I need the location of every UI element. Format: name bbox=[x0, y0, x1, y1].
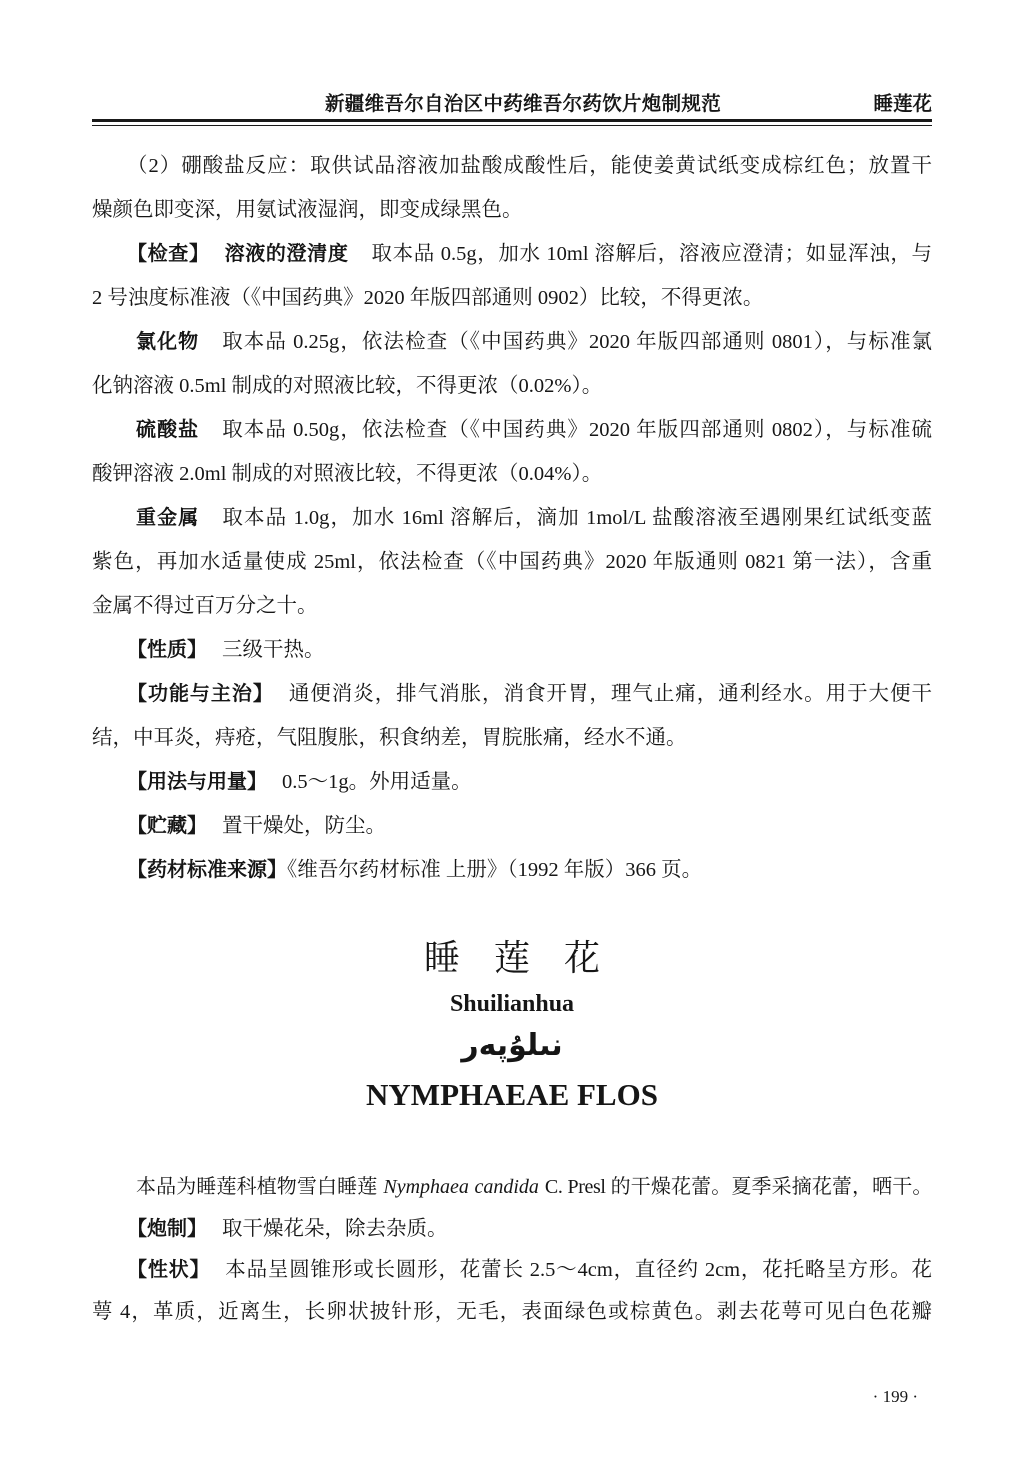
functions-line-2: 结，中耳炎，痔疮，气阻腹胀，积食纳差，胃脘胀痛，经水不通。 bbox=[92, 727, 687, 749]
description-heading: 【性状】 bbox=[127, 1259, 211, 1281]
chloride-line-2: 化钠溶液 0.5ml 制成的对照液比较，不得更浓（0.02%）。 bbox=[92, 375, 603, 397]
heavy-metal-text: 取本品 1.0g，加水 16ml 溶解后，滴加 1mol/L 盐酸溶液至遇刚果红试纸变蓝 bbox=[222, 507, 932, 529]
heavy-metal-line-2: 紫色，再加水适量使成 25ml，依法检查（《中国药典》2020 年版通则 0821 第一法），含重 bbox=[92, 551, 932, 573]
processing-text: 取干燥花朵，除去杂质。 bbox=[222, 1217, 448, 1240]
origin-text-before: 本品为睡莲科植物雪白睡莲 bbox=[136, 1176, 378, 1198]
species-name: Nymphaea candida bbox=[383, 1176, 539, 1198]
usage-heading: 【用法与用量】 bbox=[127, 771, 267, 793]
chloride-text: 取本品 0.25g，依法检查（《中国药典》2020 年版四部通则 0801），与标准氯 bbox=[222, 331, 932, 353]
functions-text: 通便消炎，排气消胀，消食开胃，理气止痛，通利经水。用于大便干 bbox=[288, 683, 932, 705]
clarity-term: 溶液的澄清度 bbox=[224, 243, 349, 265]
inspection-clarity-line-2: 2 号浊度标准液（《中国药典》2020 年版四部通则 0902）比较，不得更浓。 bbox=[92, 287, 764, 309]
heavy-metal-line-1 bbox=[92, 496, 932, 540]
chloride-term: 氯化物 bbox=[136, 331, 200, 353]
entry-title-latin: NYMPHAEAE FLOS bbox=[366, 1077, 658, 1112]
running-head-title: 新疆维吾尔自治区中药维吾尔药饮片炮制规范 bbox=[325, 93, 722, 115]
storage-text: 置干燥处，防尘。 bbox=[222, 815, 386, 837]
functions-line-1 bbox=[92, 672, 932, 716]
usage-text: 0.5～1g。外用适量。 bbox=[282, 771, 472, 793]
heavy-metal-line-3: 金属不得过百万分之十。 bbox=[92, 595, 318, 617]
inspection-clarity-line-1 bbox=[92, 232, 932, 276]
description-text: 本品呈圆锥形或长圆形，花蕾长 2.5～4cm，直径约 2cm，花托略呈方形。花 bbox=[225, 1259, 932, 1281]
storage-line bbox=[92, 804, 932, 848]
storage-heading: 【贮藏】 bbox=[127, 815, 207, 837]
entry-title-uyghur: نىلۇپەر bbox=[461, 1028, 563, 1063]
chloride-line-1 bbox=[92, 320, 932, 364]
sulfate-term: 硫酸盐 bbox=[136, 419, 200, 441]
sulfate-line-1 bbox=[92, 408, 932, 452]
entry-body-text bbox=[92, 1167, 932, 1333]
borate-reaction-line-2: 燥颜色即变深，用氨试液湿润，即变成绿黑色。 bbox=[92, 199, 523, 221]
clarity-text: 取本品 0.5g，加水 10ml 溶解后，溶液应澄清；如显浑浊，与 bbox=[371, 243, 932, 265]
standard-source-heading: 【药材标准来源】 bbox=[127, 859, 287, 881]
header-rule-thick bbox=[92, 119, 932, 122]
nature-heading: 【性质】 bbox=[127, 639, 207, 661]
running-head-entry: 睡莲花 bbox=[873, 93, 932, 115]
nature-text: 三级干热。 bbox=[222, 639, 325, 661]
page-number: · 199 · bbox=[872, 1387, 918, 1406]
entry-title-pinyin: Shuilianhua bbox=[449, 991, 575, 1017]
description-line-2: 萼 4，革质，近离生，长卵状披针形，无毛，表面绿色或棕黄色。剥去花萼可见白色花瓣 bbox=[92, 1300, 932, 1323]
borate-reaction-line-1: （2）硼酸盐反应：取供试品溶液加盐酸成酸性后，能使姜黄试纸变成棕红色；放置干 bbox=[127, 155, 932, 177]
sulfate-text: 取本品 0.50g，依法检查（《中国药典》2020 年版四部通则 0802），与标准硫 bbox=[222, 419, 932, 441]
processing-line bbox=[92, 1209, 932, 1251]
functions-heading: 【功能与主治】 bbox=[127, 683, 274, 705]
usage-line bbox=[92, 760, 932, 804]
sulfate-line-2: 酸钾溶液 2.0ml 制成的对照液比较，不得更浓（0.04%）。 bbox=[92, 463, 603, 485]
origin-text-after: C. Presl 的干燥花蕾。夏季采摘花蕾，晒干。 bbox=[544, 1176, 932, 1198]
nature-line bbox=[92, 628, 932, 672]
previous-entry-text bbox=[92, 144, 932, 892]
standard-source-text: 《维吾尔药材标准 上册》（1992 年版）366 页。 bbox=[287, 859, 703, 881]
standard-source-line bbox=[92, 848, 932, 892]
heavy-metal-term: 重金属 bbox=[136, 507, 200, 529]
inspection-heading: 【检查】 bbox=[127, 243, 210, 265]
description-line-1 bbox=[92, 1250, 932, 1292]
entry-title-chinese: 睡莲花 bbox=[423, 938, 634, 978]
processing-heading: 【炮制】 bbox=[127, 1217, 207, 1240]
origin-line bbox=[92, 1167, 932, 1209]
header-rule-thin bbox=[92, 125, 932, 126]
